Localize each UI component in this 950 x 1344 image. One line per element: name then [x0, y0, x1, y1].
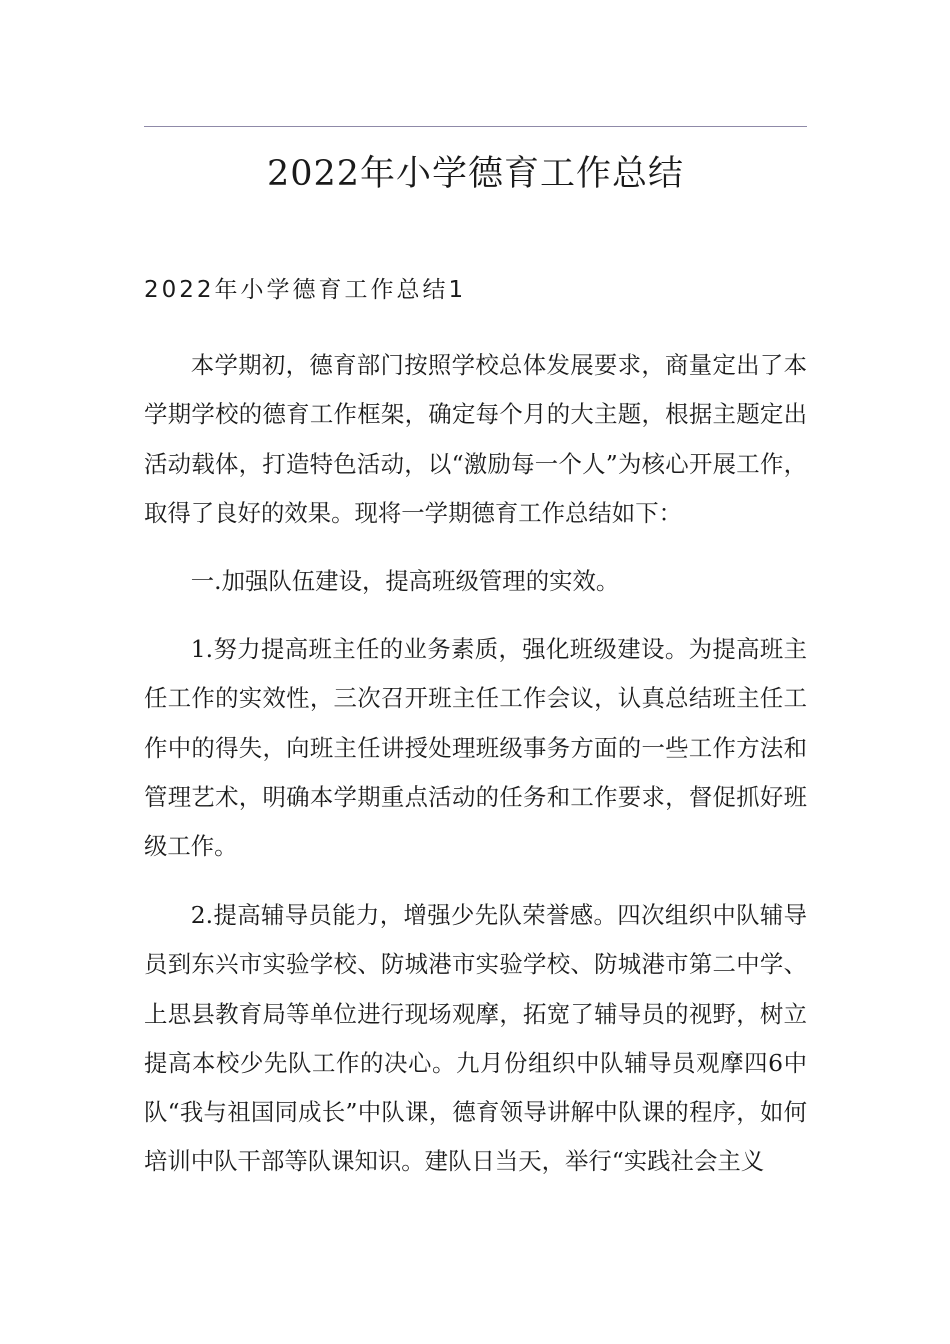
paragraph-intro: 本学期初，德育部门按照学校总体发展要求，商量定出了本学期学校的德育工作框架，确定每个月的大主题，根据主题定出活动载体，打造特色活动，以“激励每一个人”为核心开展工作，取得了良好的效果。现将一学期德育工作总结如下： — [144, 351, 807, 527]
header-rule — [144, 126, 807, 127]
section-heading: 2022年小学德育工作总结1 — [144, 277, 467, 303]
document-title: 2022年小学德育工作总结 — [266, 154, 685, 194]
paragraph-section-one: 一.加强队伍建设，提高班级管理的实效。 — [190, 567, 620, 595]
paragraph-item-2: 2.提高辅导员能力，增强少先队荣誉感。四次组织中队辅导员到东兴市实验学校、防城港市实验学校、防城港市第二中学、上思县教育局等单位进行现场观摩，拓宽了辅导员的视野，树立提高本校少先队工作的决心。九月份组织中队辅导员观摩四6中队“我与祖国同成长”中队课，德育领导讲解中队课的程序，如何培训中队干部等队课知识。建队日当天，举行“实践社会主义 — [144, 901, 807, 1176]
paragraph-item-1: 1.努力提高班主任的业务素质，强化班级建设。为提高班主任工作的实效性，三次召开班主任工作会议，认真总结班主任工作中的得失，向班主任讲授处理班级事务方面的一些工作方法和管理艺术，明确本学期重点活动的任务和工作要求，督促抓好班级工作。 — [144, 635, 807, 861]
